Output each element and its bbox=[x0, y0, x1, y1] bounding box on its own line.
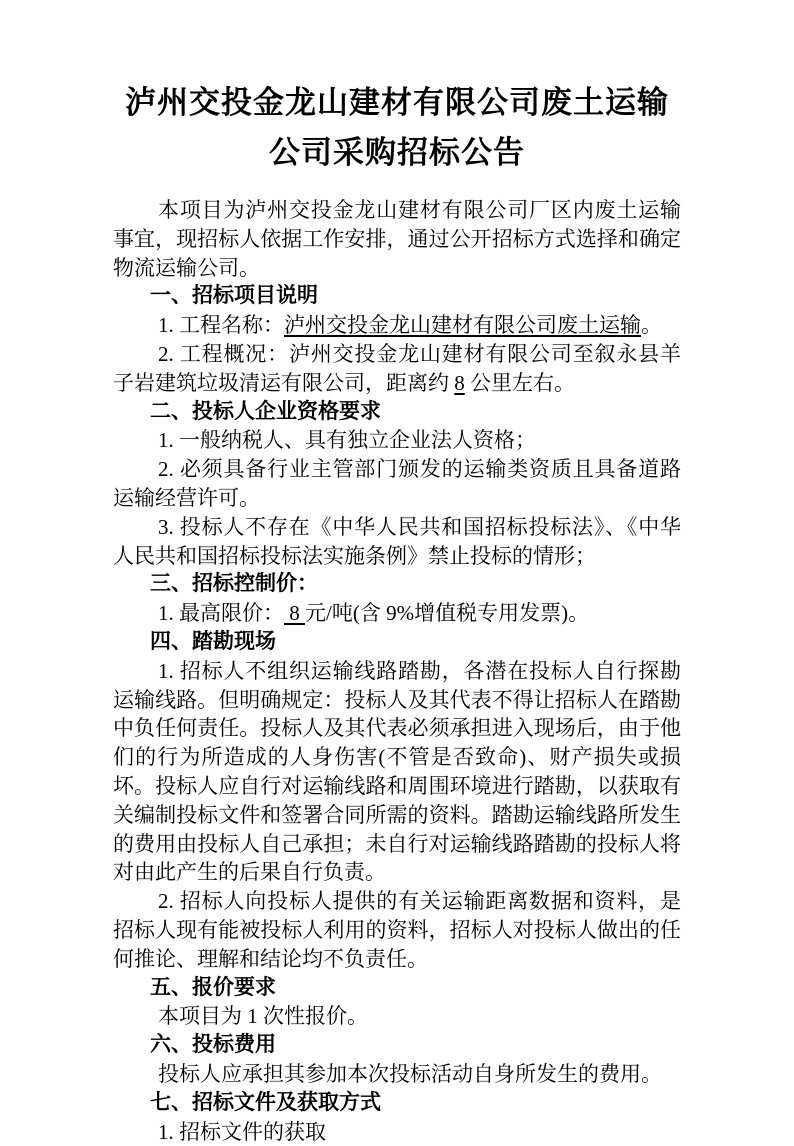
section-5-heading: 五、报价要求 bbox=[113, 974, 681, 1003]
section-7-paragraph: 1. 招标文件的获取 bbox=[113, 1118, 681, 1146]
section-1-heading: 一、招标项目说明 bbox=[113, 282, 681, 311]
section-1-item-2-prefix: 2. 工程概况：泸州交投金龙山建材有限公司至叙永县羊子岩建筑垃圾清运有限公司，距离约 bbox=[113, 342, 681, 395]
section-1-item-1-suffix: 。 bbox=[641, 313, 662, 337]
section-4-heading: 四、踏勘现场 bbox=[113, 628, 681, 657]
section-2-item-3: 3. 投标人不存在《中华人民共和国招标投标法》、《中华人民共和国招标投标法实施条例》禁止投标的情形； bbox=[113, 513, 681, 571]
section-1-item-2-suffix: 公里左右。 bbox=[465, 371, 575, 395]
section-1-item-1-underlined-text: 泸州交投金龙山建材有限公司废土运输 bbox=[284, 313, 641, 337]
section-1-item-2 bbox=[113, 340, 681, 398]
section-1-item-1 bbox=[113, 311, 681, 340]
section-6-paragraph: 投标人应承担其参加本次投标活动自身所发生的费用。 bbox=[113, 1060, 681, 1089]
section-3-item-1-prefix: 1. 最高限价： bbox=[158, 601, 284, 625]
section-7-heading: 七、招标文件及获取方式 bbox=[113, 1089, 681, 1118]
section-5-paragraph: 本项目为 1 次性报价。 bbox=[113, 1002, 681, 1031]
section-3-item-1-suffix: 元/吨(含 9%增值税专用发票)。 bbox=[305, 601, 589, 625]
section-3-item-1-underlined-text: 8 bbox=[284, 601, 305, 625]
document-title: 泸州交投金龙山建材有限公司废土运输公司采购招标公告 bbox=[113, 78, 681, 178]
section-1-item-2-underlined-text: 8 bbox=[454, 371, 465, 395]
section-1-item-1-prefix: 1. 工程名称： bbox=[158, 313, 284, 337]
section-4-paragraph-1: 1. 招标人不组织运输线路踏勘，各潜在投标人自行探勘运输线路。但明确规定：投标人及其代表不得让招标人在踏勘中负任何责任。投标人及其代表必须承担进入现场后，由于他们的行为所造成的人身伤害(不管是否致命)、财产损失或损坏。投标人应自行对运输线路和周围环境进行踏勘，以获取有关编制投标文件和签署合同所需的资料。踏勘运输线路所发生的费用由投标人自己承担；未自行对运输线路踏勘的投标人将对由此产生的后果自行负责。 bbox=[113, 657, 681, 887]
section-3-item-1 bbox=[113, 599, 681, 628]
section-4-paragraph-2: 2. 招标人向投标人提供的有关运输距离数据和资料，是招标人现有能被投标人利用的资料，招标人对投标人做出的任何推论、理解和结论均不负责任。 bbox=[113, 887, 681, 973]
section-2-item-1: 1. 一般纳税人、具有独立企业法人资格； bbox=[113, 426, 681, 455]
intro-paragraph: 本项目为泸州交投金龙山建材有限公司厂区内废土运输事宜，现招标人依据工作安排，通过公开招标方式选择和确定物流运输公司。 bbox=[113, 196, 681, 282]
section-6-heading: 六、投标费用 bbox=[113, 1031, 681, 1060]
section-2-item-2: 2. 必须具备行业主管部门颁发的运输类资质且具备道路运输经营许可。 bbox=[113, 455, 681, 513]
section-2-heading: 二、投标人企业资格要求 bbox=[113, 398, 681, 427]
section-3-heading: 三、招标控制价： bbox=[113, 570, 681, 599]
